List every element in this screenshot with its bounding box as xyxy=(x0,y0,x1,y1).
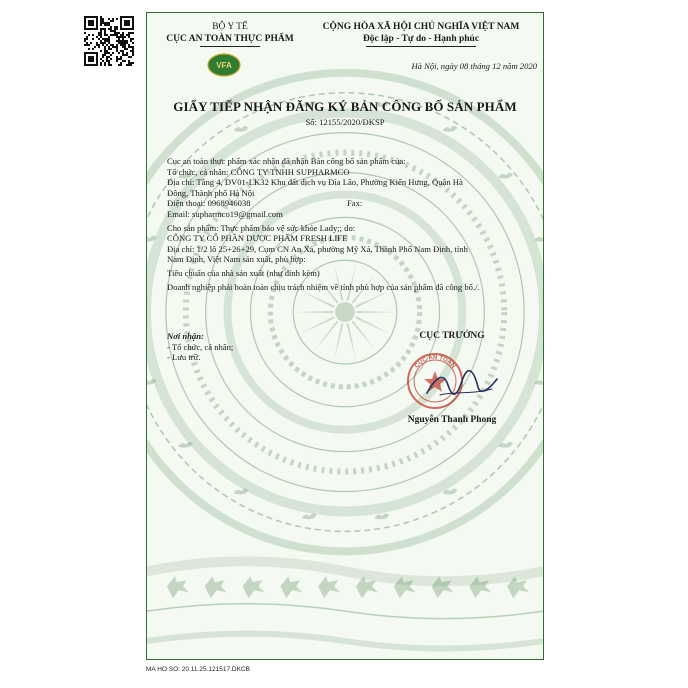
recipient-item: - Tổ chức, cá nhân; xyxy=(167,341,234,352)
address-line-1: Địa chỉ: Tầng 4, DV01-LK32 Khu đất dịch vụ Đìa Lão, Phường Kiến Hưng, Quận Hà xyxy=(167,177,463,188)
email-line: Email: supharmco19@gmail.com xyxy=(167,208,283,219)
product-line: Cho sản phẩm: Thực phẩm bảo vệ sức khỏe Lady;; do: xyxy=(167,222,356,233)
organization-line: Tổ chức, cá nhân: CÔNG TY TNHH SUPHARMCO xyxy=(167,166,350,177)
department-name: CỤC AN TOÀN THỰC PHẨM xyxy=(166,34,294,44)
intro-line: Cục an toàn thực phẩm xác nhận đã nhận Bản công bố sản phẩm của: xyxy=(167,156,406,166)
issue-date: Hà Nội, ngày 08 tháng 12 năm 2020 xyxy=(411,61,537,71)
document-title: GIẤY TIẾP NHẬN ĐĂNG KÝ BẢN CÔNG BỐ SẢN PHẨM xyxy=(173,99,517,114)
signer-title: CỤC TRƯỞNG xyxy=(419,331,485,341)
country-name: CỘNG HÒA XÃ HỘI CHỦ NGHĨA VIỆT NAM xyxy=(322,22,520,32)
national-motto: Độc lập - Tự do - Hạnh phúc xyxy=(362,34,480,44)
vfa-logo xyxy=(207,53,241,77)
signer-name: Nguyễn Thanh Phong xyxy=(407,415,497,425)
manufacturer-address-line-2: Nam Định, Việt Nam sản xuất, phù hợp: xyxy=(167,254,306,265)
document-number: Số: 12155/2020/ĐKSP xyxy=(305,117,385,127)
address-line-2: Đông, Thành phố Hà Nội xyxy=(167,187,255,198)
header-right-underline xyxy=(366,46,476,47)
handwritten-signature xyxy=(422,365,502,405)
svg-text:VFA: VFA xyxy=(216,61,232,70)
manufacturer-line: CÔNG TY CỔ PHẦN DƯỢC PHẨM FRESH LIFE xyxy=(167,233,348,244)
national-header xyxy=(297,21,544,47)
issuing-authority xyxy=(155,21,305,47)
ministry-name: BỘ Y TẾ xyxy=(212,22,248,32)
responsibility-line: Doanh nghiệp phải hoàn toàn chịu trách nhiệm về tính phù hợp của sản phẩm đã công bố./. xyxy=(167,281,480,292)
header-left-underline xyxy=(200,46,260,47)
manufacturer-address-line-1: Địa chỉ: 1/2 lô 25+26+29, Cụm CN An Xá, phường Mỹ Xá, Thành Phố Nam Định, tỉnh xyxy=(167,243,468,254)
recipients-block xyxy=(167,331,327,363)
fax-label: Fax: xyxy=(347,198,363,209)
phone-line: Điện thoại: 0968946038 xyxy=(167,198,251,209)
phone-fax-line xyxy=(167,198,537,209)
certificate-document xyxy=(146,12,544,660)
standard-line: Tiêu chuẩn của nhà sản xuất (như đính kèm) xyxy=(167,267,320,278)
certificate-body xyxy=(167,156,537,292)
qr-code xyxy=(84,16,134,66)
svg-text:CỤC AN TOÀN: CỤC AN TOÀN xyxy=(413,354,457,370)
recipient-item: - Lưu trữ. xyxy=(167,352,201,363)
record-code: MA HO SO: 20.11.25.121517.DKCB xyxy=(146,666,250,673)
recipients-label: Nơi nhận: xyxy=(167,331,204,341)
